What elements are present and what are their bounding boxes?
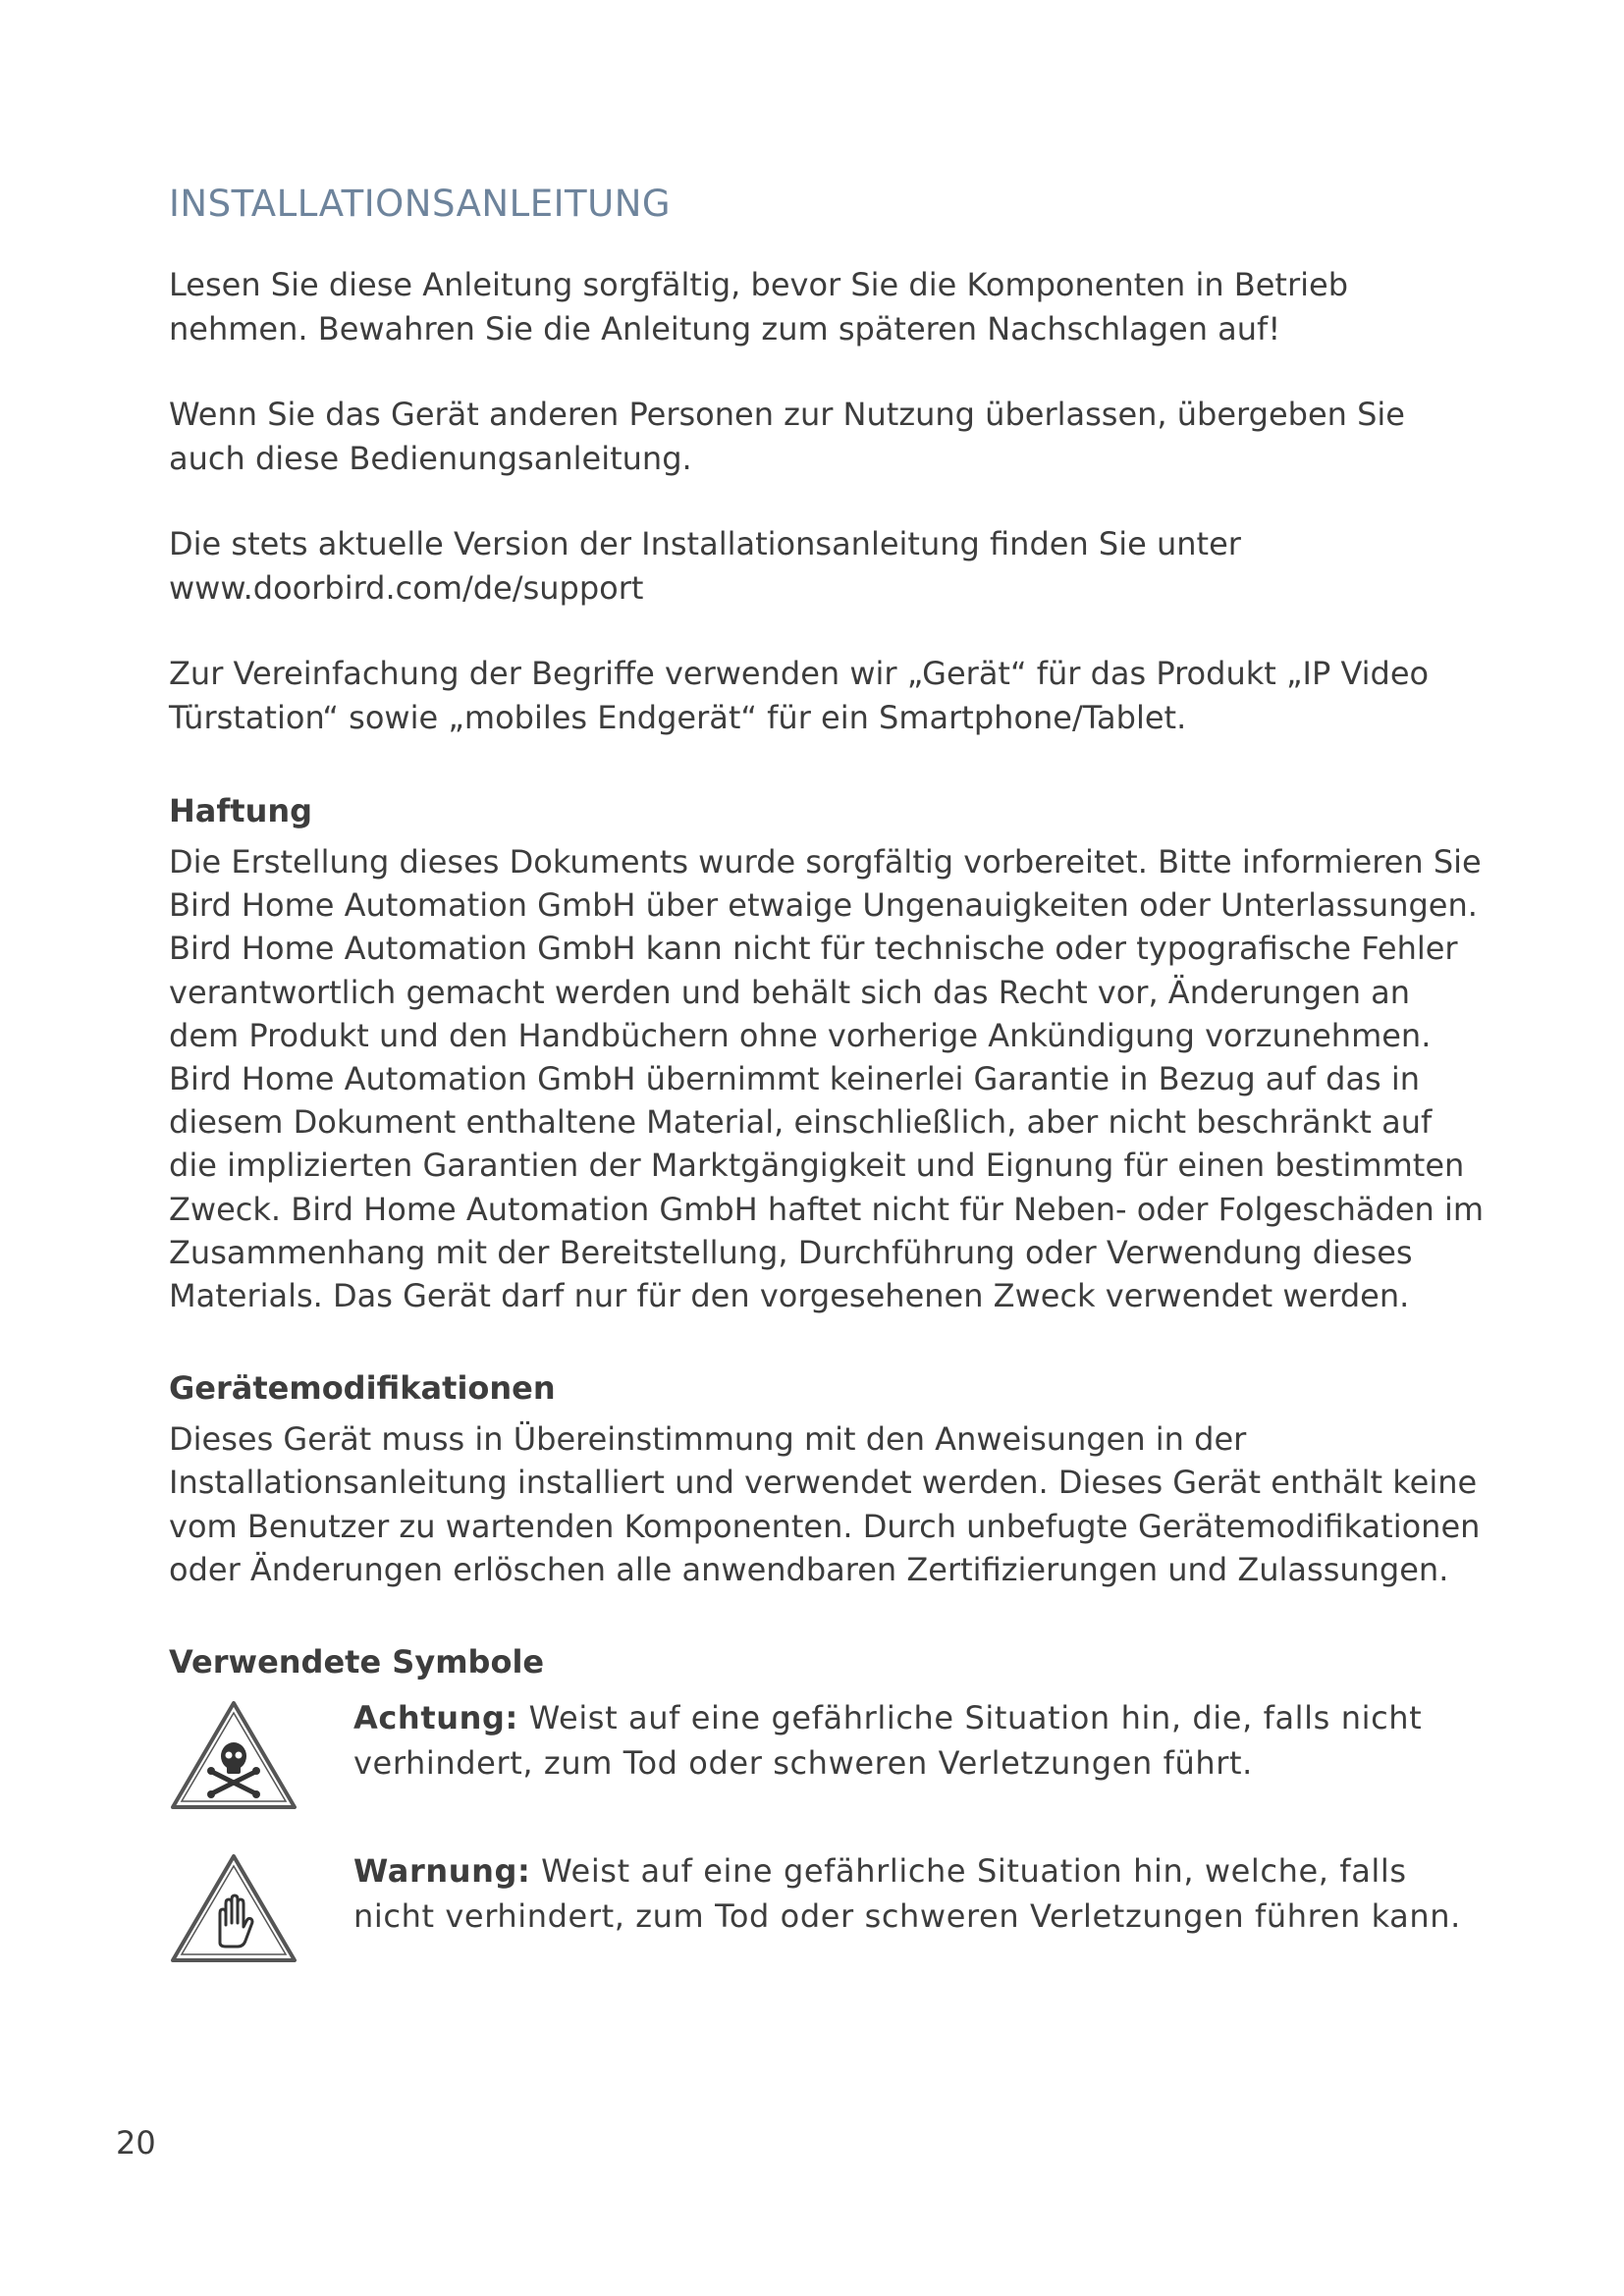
intro-paragraph: Zur Vereinfachung der Begriffe verwenden wir „Gerät“ für das Produkt „IP Video Türstation“ sowie „mobiles Endgerät“ für ein Smartphone/Tablet. (169, 655, 1430, 736)
section-body-modifikationen: Dieses Gerät muss in Übereinstimmung mit den Anweisungen in der Installationsanleitung installiert und verwendet werden. Dieses Gerät enthält keine vom Benutzer zu wartenden Komponenten. Durch unbefugte Gerätemodifikationen oder Änderungen erlöschen alle anwendbaren Zertifizierungen und Zulassungen. (169, 1420, 1481, 1588)
intro-paragraph: Lesen Sie diese Anleitung sorgfältig, bevor Sie die Komponenten in Betrieb nehmen. Bewahren Sie die Anleitung zum späteren Nachschlagen auf! (169, 266, 1349, 347)
symbol-description-achtung (353, 1695, 1473, 1786)
section-heading-symbole: Verwendete Symbole (169, 1643, 545, 1682)
symbol-label-achtung: Achtung: (353, 1699, 518, 1737)
page-title: INSTALLATIONSANLEITUNG (169, 183, 672, 225)
skull-warning-icon (169, 1699, 298, 1813)
section-heading-modifikationen: Gerätemodifikationen (169, 1369, 556, 1408)
symbol-row-achtung (169, 1695, 1485, 1813)
symbol-label-warnung: Warnung: (353, 1852, 531, 1891)
hand-warning-icon (169, 1852, 298, 1966)
symbol-text-achtung: Weist auf eine gefährliche Situation hin, die, falls nicht verhindert, zum Tod oder schweren Verletzungen führt. (353, 1699, 1423, 1783)
page-content (169, 179, 1485, 1966)
intro-paragraph: Die stets aktuelle Version der Installationsanleitung finden Sie unter www.doorbird.com/de/support (169, 525, 1241, 607)
page-number: 20 (116, 2124, 156, 2162)
section-body-haftung: Die Erstellung dieses Dokuments wurde sorgfältig vorbereitet. Bitte informieren Sie Bird Home Automation GmbH über etwaige Ungenauigkeiten oder Unterlassungen. Bird Home Automation GmbH kann nicht für technische oder typografische Fehler verantwortlich gemacht werden und behält sich das Recht vor, Änderungen an dem Produkt und den Handbüchern ohne vorherige Ankündigung vorzunehmen. Bird Home Automation GmbH übernimmt keinerlei Garantie in Bezug auf das in diesem Dokument enthaltene Material, einschließlich, aber nicht beschränkt auf die implizierten Garantien der Marktgängigkeit und Eignung für einen bestimmten Zweck. Bird Home Automation GmbH haftet nicht für Neben- oder Folgeschäden im Zusammenhang mit der Bereitstellung, Durchführung oder Verwendung dieses Materials. Das Gerät darf nur für den vorgesehenen Zweck verwendet werden. (169, 843, 1485, 1315)
symbol-text-warnung: Weist auf eine gefährliche Situation hin, welche, falls nicht verhindert, zum Tod oder schweren Verletzungen führen kann. (353, 1852, 1461, 1936)
symbol-description-warnung (353, 1848, 1473, 1939)
intro-paragraph: Wenn Sie das Gerät anderen Personen zur Nutzung überlassen, übergeben Sie auch diese Bedienungsanleitung. (169, 396, 1405, 477)
section-heading-haftung: Haftung (169, 792, 313, 829)
symbol-row-warnung (169, 1848, 1485, 1966)
